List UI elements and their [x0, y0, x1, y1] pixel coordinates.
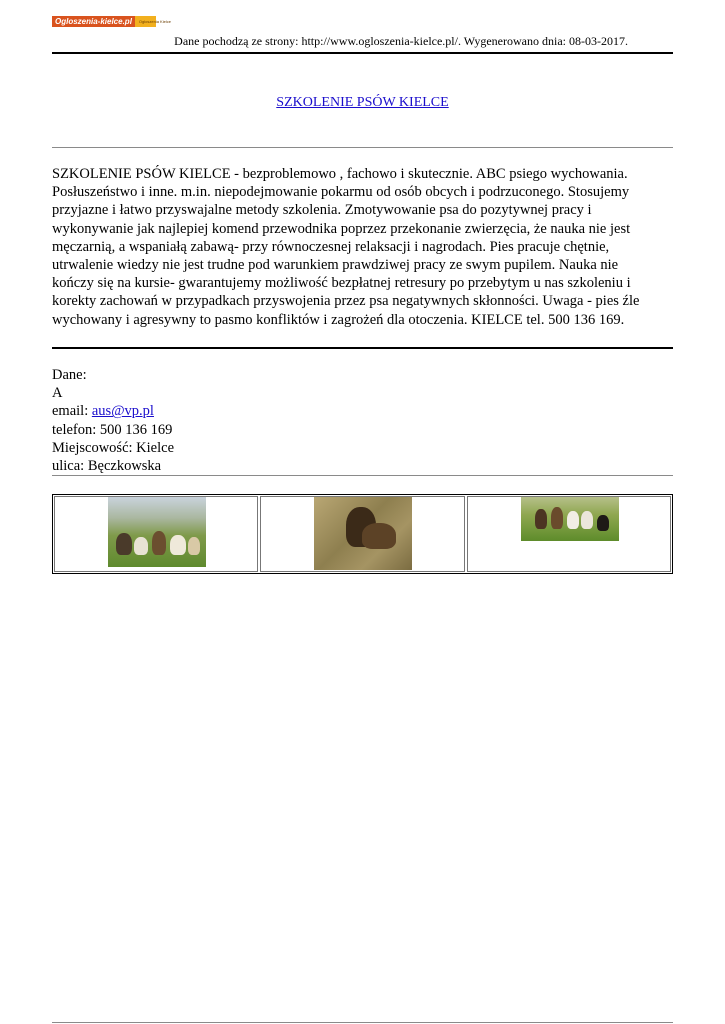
dog-shape — [535, 509, 547, 529]
street-value: Bęczkowska — [87, 458, 162, 475]
contact-email-row — [52, 402, 174, 420]
header-divider — [52, 52, 673, 54]
dog-shape — [116, 533, 132, 555]
dog-shape — [152, 531, 166, 555]
contact-block — [52, 366, 174, 475]
dog-group-photo[interactable] — [108, 497, 206, 567]
city-value: Kielce — [136, 439, 175, 456]
dog-shape — [581, 511, 593, 529]
contact-city-row — [52, 439, 174, 457]
photo-cell — [467, 496, 671, 572]
phone-label: telefon: — [52, 421, 97, 438]
street-label: ulica: — [52, 458, 85, 475]
listing-title-link[interactable]: SZKOLENIE PSÓW KIELCE — [276, 95, 449, 110]
logo-subtext: Ogłoszenia Kielce — [138, 19, 171, 24]
phone-value: 500 136 169 — [99, 421, 173, 438]
dog-shape — [551, 507, 563, 529]
contact-heading: Dane: — [52, 367, 87, 383]
contact-phone-row — [52, 421, 174, 439]
city-label: Miejscowość: — [52, 439, 133, 456]
dog-shape — [188, 537, 200, 555]
email-link[interactable]: aus@vp.pl — [91, 403, 154, 420]
dog-shape — [134, 537, 148, 555]
title-divider — [52, 147, 673, 148]
listing-title-wrap — [52, 93, 673, 113]
photo-cell — [260, 496, 464, 572]
listing-description: SZKOLENIE PSÓW KIELCE - bezproblemowo , fachowo i skutecznie. ABC psiego wychowania. Posłuszeństwo i inne. m.in. niepodejmowanie pokarmu od osób obcych i podrzuconego. Stosujemy przyjazne i łatwo przyswajalne metody szkolenia. Zmotywowanie psa do pozytywnej pracy i wykonywanie jak najlepiej komend przewodnika poprzez przekonanie zwierzęcia, że nauka nie jest męczarnią, a wspaniałą zabawą- przy równoczesnej relaksacji i nagrodach. Pies pracuje chętnie, utrwalenie wiedzy nie jest trudne pod warunkiem prawdziwej pracy ze swym pupilem. Nauka nie kończy się na kursie- gwarantujemy możliwość bezpłatnej retresury po przebytym u nas szkoleniu i korekty zachowań w przypadkach przyswojenia przez psa negatywnych skłonności. Uwaga - pies źle wychowany i agresywny to pasmo konfliktów i zagrożeń dla otoczenia. KIELCE tel. 500 136 169. — [52, 166, 640, 328]
dog-shape — [567, 511, 579, 529]
dog-shape — [597, 515, 609, 531]
source-line: Dane pochodzą ze strony: http://www.ogloszenia-kielce.pl/. Wygenerowano dnia: 08-03-2017. — [174, 34, 628, 48]
dog-shape — [170, 535, 186, 555]
dogs-meadow-photo[interactable] — [521, 497, 619, 541]
shepherd-dog-photo[interactable] — [314, 497, 412, 570]
site-logo[interactable] — [52, 16, 171, 27]
footer-divider — [52, 1022, 673, 1023]
email-label: email: — [52, 403, 89, 420]
contact-street-row — [52, 457, 174, 475]
description-divider — [52, 347, 673, 349]
contact-name: A — [52, 385, 63, 402]
contact-divider — [52, 475, 673, 476]
photo-gallery — [52, 494, 673, 574]
logo-text: Ogloszenia-kielce.pl — [52, 16, 135, 27]
photo-cell — [54, 496, 258, 572]
dog-shape — [362, 523, 396, 549]
